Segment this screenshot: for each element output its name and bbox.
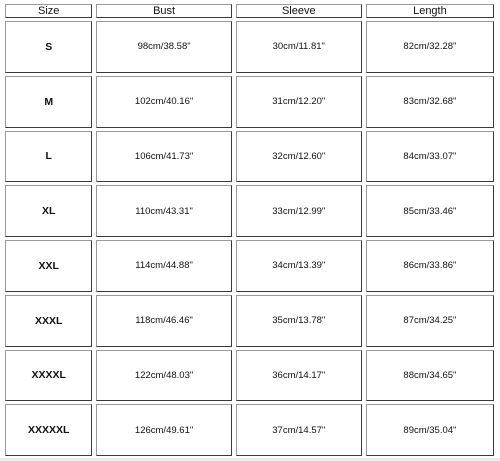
length-cell: 85cm/33.46"	[366, 185, 494, 237]
length-cell: 89cm/35.04"	[366, 404, 494, 456]
table-row	[5, 404, 494, 456]
table-row	[5, 76, 494, 128]
size-cell: XXL	[5, 240, 92, 292]
sleeve-cell: 33cm/12.99"	[236, 185, 362, 237]
bust-cell: 106cm/41.73"	[96, 131, 231, 183]
sleeve-cell: 35cm/13.78"	[236, 295, 362, 347]
sleeve-cell: 30cm/11.81"	[236, 21, 362, 73]
sleeve-cell: 31cm/12.20"	[236, 76, 362, 128]
size-cell: XXXXL	[5, 350, 92, 402]
sleeve-cell: 34cm/13.39"	[236, 240, 362, 292]
length-cell: 86cm/33.86"	[366, 240, 494, 292]
table-row	[5, 295, 494, 347]
bust-cell: 102cm/40.16"	[96, 76, 231, 128]
bust-cell: 126cm/49.61"	[96, 404, 231, 456]
length-cell: 88cm/34.65"	[366, 350, 494, 402]
bust-cell: 122cm/48.03"	[96, 350, 231, 402]
bust-cell: 98cm/38.58"	[96, 21, 231, 73]
size-cell: M	[5, 76, 92, 128]
length-cell: 82cm/32.28"	[366, 21, 494, 73]
table-row	[5, 21, 494, 73]
bust-cell: 114cm/44.88"	[96, 240, 231, 292]
table-row	[5, 131, 494, 183]
header-row	[5, 4, 494, 18]
header-sleeve: Sleeve	[236, 4, 362, 18]
size-cell: L	[5, 131, 92, 183]
table-row	[5, 240, 494, 292]
header-size: Size	[5, 4, 92, 18]
sleeve-cell: 37cm/14.57"	[236, 404, 362, 456]
size-cell: XL	[5, 185, 92, 237]
size-chart-table	[1, 1, 498, 459]
size-cell: S	[5, 21, 92, 73]
sleeve-cell: 36cm/14.17"	[236, 350, 362, 402]
header-bust: Bust	[96, 4, 231, 18]
bust-cell: 110cm/43.31"	[96, 185, 231, 237]
sleeve-cell: 32cm/12.60"	[236, 131, 362, 183]
size-cell: XXXL	[5, 295, 92, 347]
length-cell: 83cm/32.68"	[366, 76, 494, 128]
length-cell: 84cm/33.07"	[366, 131, 494, 183]
bust-cell: 118cm/46.46"	[96, 295, 231, 347]
header-length: Length	[366, 4, 494, 18]
size-cell: XXXXXL	[5, 404, 92, 456]
table-row	[5, 350, 494, 402]
table-row	[5, 185, 494, 237]
length-cell: 87cm/34.25"	[366, 295, 494, 347]
